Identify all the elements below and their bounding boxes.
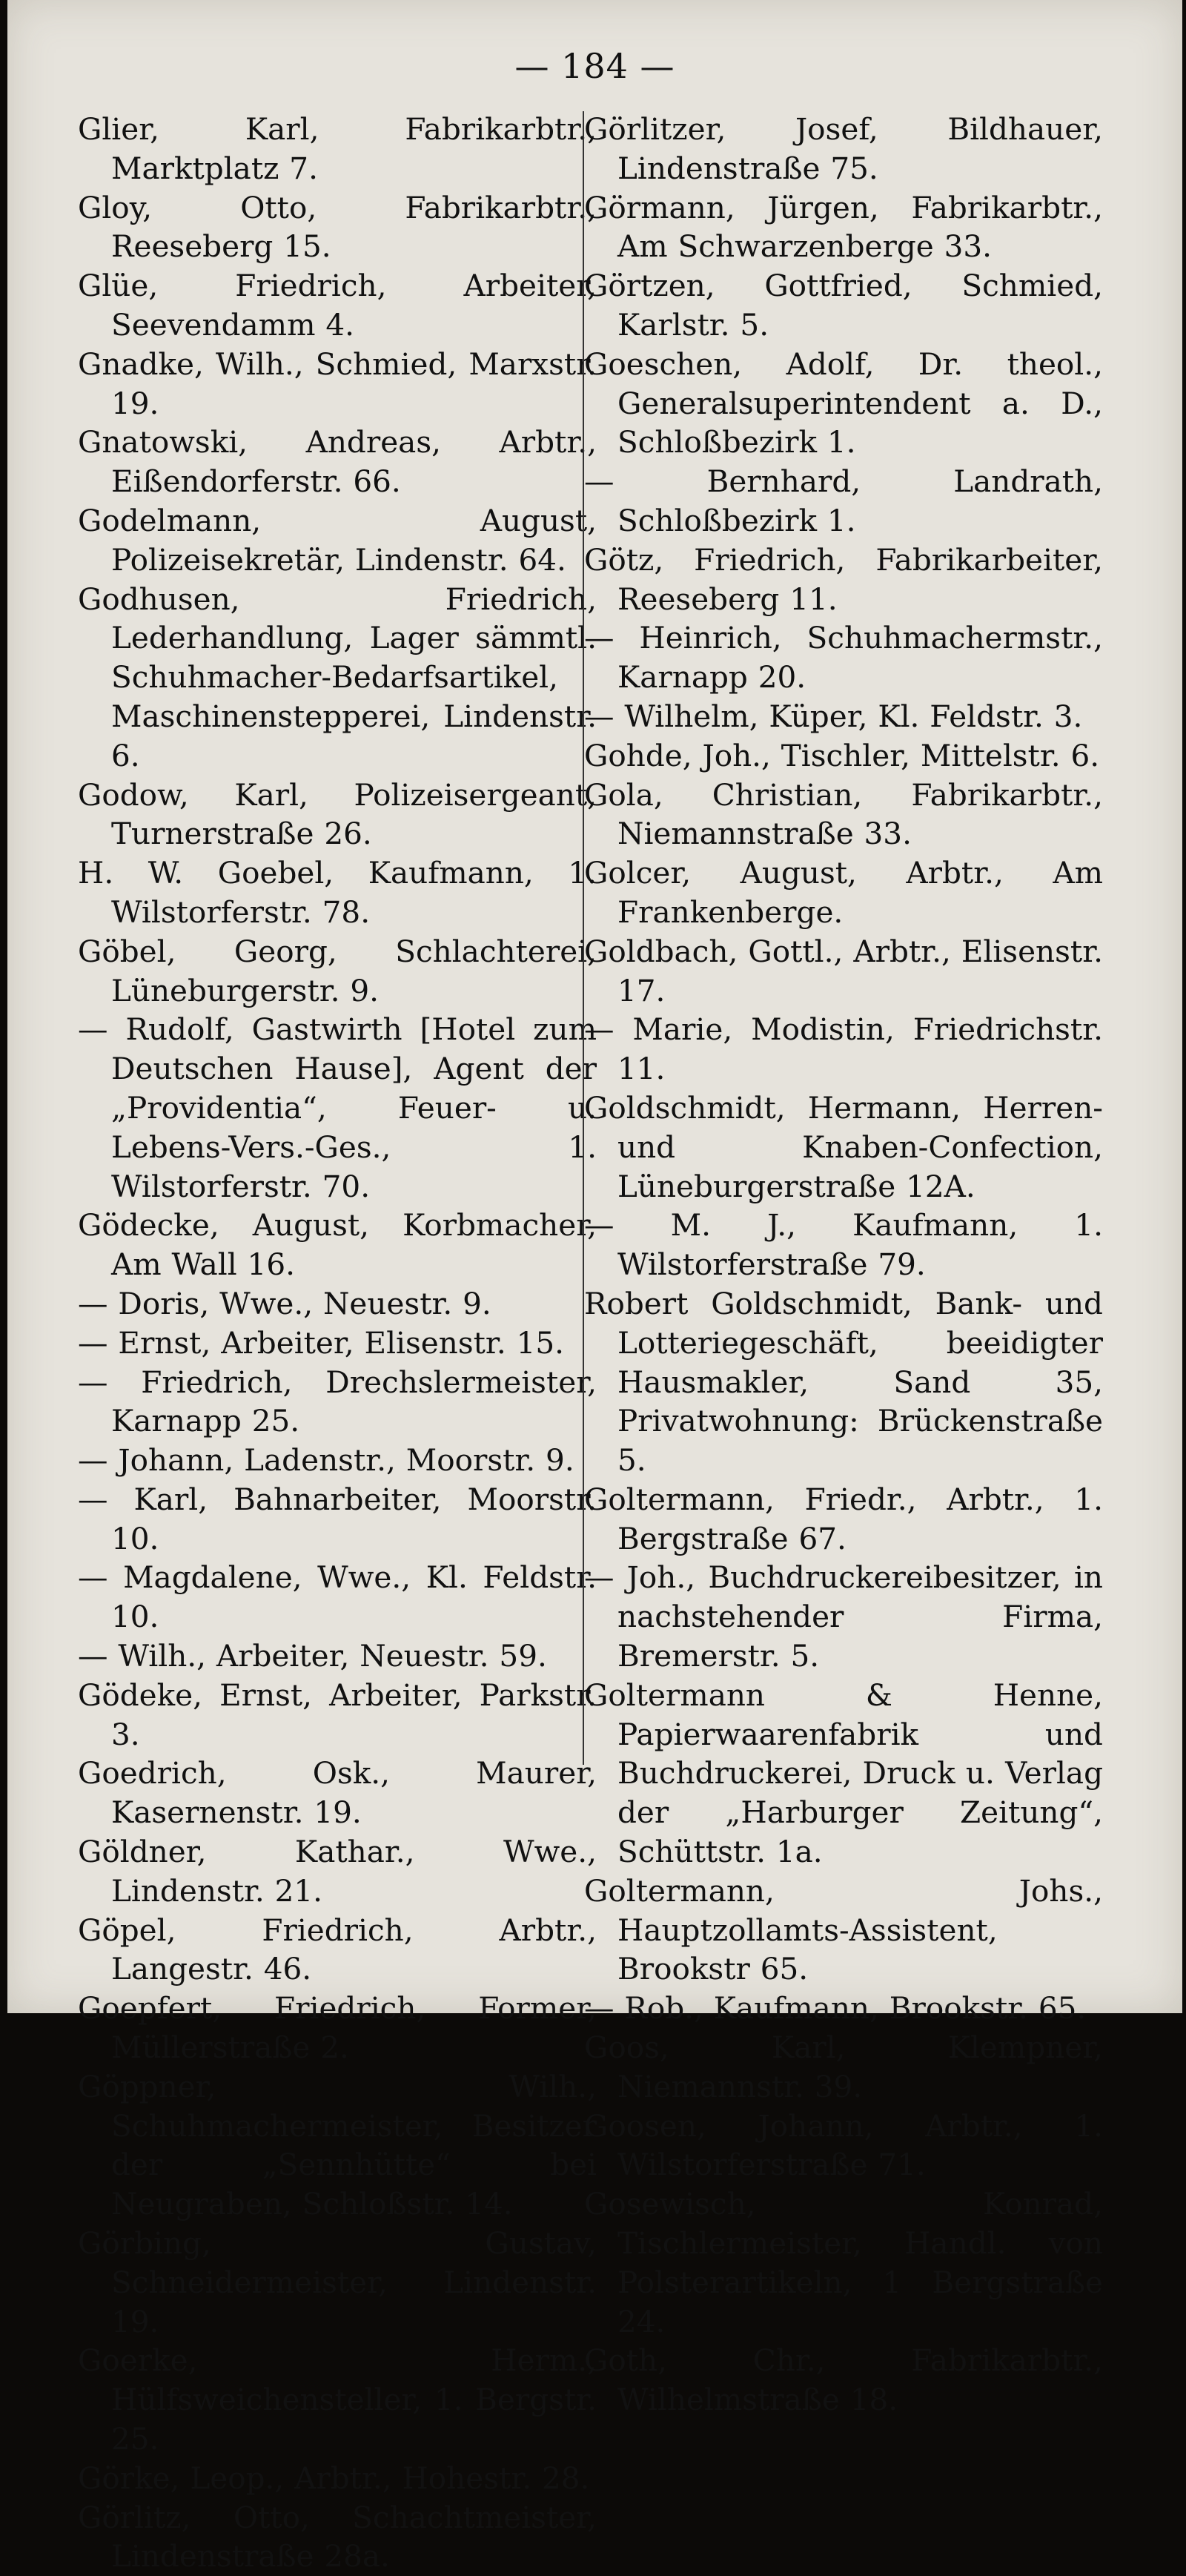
directory-entry: Gödeke, Ernst, Arbeiter, Parkstr. 3. [78,1677,597,1752]
directory-entry: Goltermann, Johs., Hauptzollamts-Assistent, Brookstr 65. [584,1872,1103,1987]
directory-entry: Görbing, Gustav, Schneidermeister, Lindenstr. 19. [78,2225,597,2339]
directory-entry: Göldner, Kathar., Wwe., Lindenstr. 21. [78,1834,597,1909]
directory-entry: Göpel, Friedrich, Arbtr., Langestr. 46. [78,1912,597,1987]
directory-entry: Gola, Christian, Fabrikarbtr., Niemannstraße 33. [584,776,1103,852]
right-column [584,110,1103,2420]
directory-entry: Goos, Karl, Klempner, Niemannstr. 39. [584,2030,1103,2104]
directory-entry: Götz, Friedrich, Fabrikarbeiter, Reeseberg 11. [584,541,1103,617]
page-number: — 184 — [514,46,675,86]
directory-entry: H. W. Goebel, Kaufmann, 1. Wilstorferstr. 78. [78,855,597,930]
directory-entry: Goldbach, Gottl., Arbtr., Elisenstr. 17. [584,933,1103,1008]
directory-entry: Goosen, Johann, Arbtr., 1. Wilstorferstraße 71. [584,2107,1103,2183]
directory-entry: Gnatowski, Andreas, Arbtr., Eißendorferstr. 66. [78,424,597,500]
directory-entry: Golcer, August, Arbtr., Am Frankenberge. [584,855,1103,930]
directory-entry: Görke, Leop., Arbtr., Hohestr. 28. [78,2460,590,2496]
directory-entry: Goedrich, Osk., Maurer, Kasernenstr. 19. [78,1755,597,1831]
directory-entry: — Joh., Buchdruckereibesitzer, in nachstehender Firma, Bremerstr. 5. [584,1559,1103,1674]
directory-entry: — Doris, Wwe., Neuestr. 9. [78,1285,491,1321]
directory-entry: Gnadke, Wilh., Schmied, Marxstr. 19. [78,346,597,421]
directory-entry: Gloy, Otto, Fabrikarbtr., Reeseberg 15. [78,189,597,265]
directory-entry: — Ernst, Arbeiter, Elisenstr. 15. [78,1324,564,1361]
directory-entry: Goltermann, Friedr., Arbtr., 1. Bergstraße 67. [584,1481,1103,1556]
directory-entry: Göbel, Georg, Schlachterei, Lüneburgerstr. 9. [78,933,597,1008]
directory-entry: Gosewisch, Konrad, Tischlermeister, Handl. von Polsterartikeln, 1 Bergstraße 24. [584,2186,1103,2339]
directory-entry: Goeschen, Adolf, Dr. theol., Generalsuperintendent a. D., Schloßbezirk 1. [584,346,1103,460]
directory-entry: Gohde, Joh., Tischler, Mittelstr. 6. [584,737,1100,773]
directory-entry: — M. J., Kaufmann, 1. Wilstorferstraße 79. [584,1207,1103,1283]
left-column [78,110,597,2576]
directory-entry: — Johann, Ladenstr., Moorstr. 9. [78,1442,574,1479]
directory-entry: Godhusen, Friedrich, Lederhandlung, Lager sämmtl. Schuhmacher-Bedarfsartikel, Maschinenstepperei, Lindenstr. 6. [78,581,597,773]
directory-entry: Gödecke, August, Korbmacher, Am Wall 16. [78,1207,597,1283]
directory-entry: — Karl, Bahnarbeiter, Moorstr. 10. [78,1481,597,1556]
directory-entry: Goltermann & Henne, Papierwaarenfabrik und Buchdruckerei, Druck u. Verlag der „Harburger Zeitung“, Schüttstr. 1a. [584,1677,1103,1870]
directory-entry: Görlitz, Otto, Schachtmeister, Lindenstraße 28a. [78,2499,597,2575]
directory-entry: Görmann, Jürgen, Fabrikarbtr., Am Schwarzenberge 33. [584,189,1103,265]
directory-entry: Goepfert, Friedrich, Former, Müllerstraße 2. [78,1990,597,2066]
directory-entry: Görtzen, Gottfried, Schmied, Karlstr. 5. [584,268,1103,343]
directory-entry: — Friedrich, Drechslermeister, Karnapp 25. [78,1364,597,1439]
directory-entry: — Marie, Modistin, Friedrichstr. 11. [584,1011,1103,1087]
directory-entry: Glier, Karl, Fabrikarbtr., Marktplatz 7. [78,111,597,186]
directory-entry: Godelmann, August, Polizeisekretär, Lindenstr. 64. [78,502,597,578]
directory-entry: Görlitzer, Josef, Bildhauer, Lindenstraße 75. [584,111,1103,186]
directory-entry: Godow, Karl, Polizeisergeant, Turnerstraße 26. [78,776,597,852]
directory-entry: — Heinrich, Schuhmachermstr., Karnapp 20. [584,620,1103,696]
directory-entry: Robert Goldschmidt, Bank- und Lotteriegeschäft, beeidigter Hausmakler, Sand 35, Privatwohnung: Brückenstraße 5. [584,1285,1103,1479]
directory-entry: — Rudolf, Gastwirth [Hotel zum Deutschen Hause], Agent der „Providentia“, Feuer- u. Lebens-Vers.-Ges., 1. Wilstorferstr. 70. [78,1011,597,1204]
directory-entry: Göppner, Wilh., Schuhmachermeister, Besitzer der „Sennhütte“ bei Neugraben, Schloßstr. 14. [78,2068,597,2222]
directory-entry: Goldschmidt, Hermann, Herren- und Knaben-Confection, Lüneburgerstraße 12A. [584,1089,1103,1204]
directory-entry: — Magdalene, Wwe., Kl. Feldstr. 10. [78,1559,597,1635]
directory-entry: — Rob., Kaufmann, Brookstr. 65. [584,1990,1087,2027]
directory-entry: Glüe, Friedrich, Arbeiter, Seevendamm 4. [78,268,597,343]
directory-entry: Goth, Chr., Fabrikarbtr., Wilhelmstraße 18. [584,2342,1103,2418]
directory-entry: — Wilhelm, Küper, Kl. Feldstr. 3. [584,698,1083,734]
directory-page [7,0,1182,2575]
directory-entry: Goerke, Herm., Hülfsweichensteller, 1. Bergstr. 25. [78,2342,597,2457]
directory-entry: — Wilh., Arbeiter, Neuestr. 59. [78,1638,547,1674]
directory-entry: — Bernhard, Landrath, Schloßbezirk 1. [584,463,1103,538]
